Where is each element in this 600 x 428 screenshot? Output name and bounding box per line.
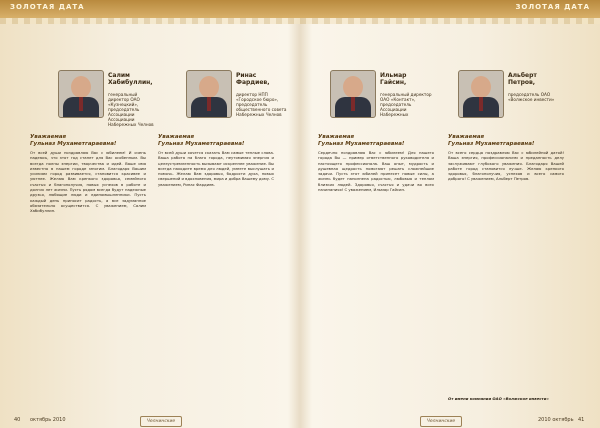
portrait-photo (458, 70, 504, 118)
section-title-left: ЗОЛОТАЯ ДАТА (10, 3, 85, 11)
greeting-heading: Уважаемая Гульназ Мухаметгараевна! (158, 134, 245, 147)
person-name: Ринас Фардиев, (236, 72, 270, 86)
portrait-photo (58, 70, 104, 118)
person-role: председатель ОАО «Волжское инвести» (508, 92, 555, 102)
portrait-photo (186, 70, 232, 118)
page-number: 40 (14, 417, 21, 423)
greeting-text: От всей души хочется сказать Вам самые теплые слова. Ваша работа на благо города, неутомимая энергия и целеустремленность вызывают искреннее уважение. Вы всегда находите время для людей, умеете выслушать и помочь. Желаю Вам здоровья, бодрости духа, новых свершений и вдохновения, мира и добра Вашему дому. С уважением, Ринас Фардиев. (158, 150, 274, 187)
header-left (0, 0, 301, 18)
greeting-heading: Уважаемая Гульназ Мухаметгараевна! (30, 134, 117, 147)
greeting-heading: Уважаемая Гульназ Мухаметгараевна! (448, 134, 535, 147)
greeting-text: Сердечно поздравляю Вас с юбилеем! Для нашего города Вы — пример ответственного руководителя и настоящего профессионала. Ваш опыт, мудрость и душевная щедрость помогают решать сложнейшие задачи. Пусть этот юбилей принесет новые силы, а жизнь будет наполнена радостью, любовью и теплом близких людей. Здоровья, счастья и удачи во всех начинаниях! С уважением, Ильмар Гайсин. (318, 150, 434, 193)
signature-line: От имени компании ОАО «Волжское инвести» (448, 396, 549, 401)
person-name: Ильмар Гайсин, (380, 72, 407, 86)
footer-right (300, 414, 600, 428)
person-role: генеральный директор ОАО «Кузнецкий», председатель Ассоциации Ассоциации Набережных Челнов (108, 92, 154, 127)
greeting-heading: Уважаемая Гульназ Мухаметгараевна! (318, 134, 405, 147)
issue-date: октябрь 2010 (30, 417, 66, 423)
header-right (300, 0, 600, 18)
person-role: директор НПП «Городское бюро», председатель общественного совета Набережных Челнов (236, 92, 287, 117)
person-role: генеральный директор ОАО «Контакт», председатель Ассоциации Набережных (380, 92, 432, 117)
ornament-left (0, 18, 300, 24)
ornament-right (300, 18, 600, 24)
issue-date: 2010 октябрь (538, 417, 574, 423)
greeting-text: От всего сердца поздравляю Вас с юбилейной датой! Ваша энергия, профессионализм и преданность делу заслуживают глубокого уважения. Благодаря Вашей работе город становится лучше. Желаю крепкого здоровья, благополучия, успехов и всего самого доброго! С уважением, Альберт Петров. (448, 150, 564, 182)
magazine-logo: Челнинские (420, 416, 462, 427)
person-name: Салим Хабибуллин, (108, 72, 153, 86)
section-title-right: ЗОЛОТАЯ ДАТА (515, 3, 590, 11)
page-number: 41 (578, 417, 585, 423)
magazine-logo: Челнинские (140, 416, 182, 427)
footer-left (0, 414, 300, 428)
greeting-text: От всей души поздравляю Вас с юбилеем! И очень надеюсь, что этот год станет для Вас особенным. Вы всегда полны энергии, творчества и идей. Ваше имя известно в нашем городе многим. Благодаря Вашим усилиям город развивается, становится красивее и уютнее. Желаю Вам крепкого здоровья, семейного счастья и благополучия, новых успехов в работе и долгих лет жизни. Пусть рядом всегда будут надежные друзья, любящие люди и единомышленники. Пусть каждый день приносит радость, а все задуманное обязательно осуществится. С уважением, Салим Хабибуллин. (30, 150, 146, 214)
portrait-photo (330, 70, 376, 118)
person-name: Альберт Петров, (508, 72, 537, 86)
